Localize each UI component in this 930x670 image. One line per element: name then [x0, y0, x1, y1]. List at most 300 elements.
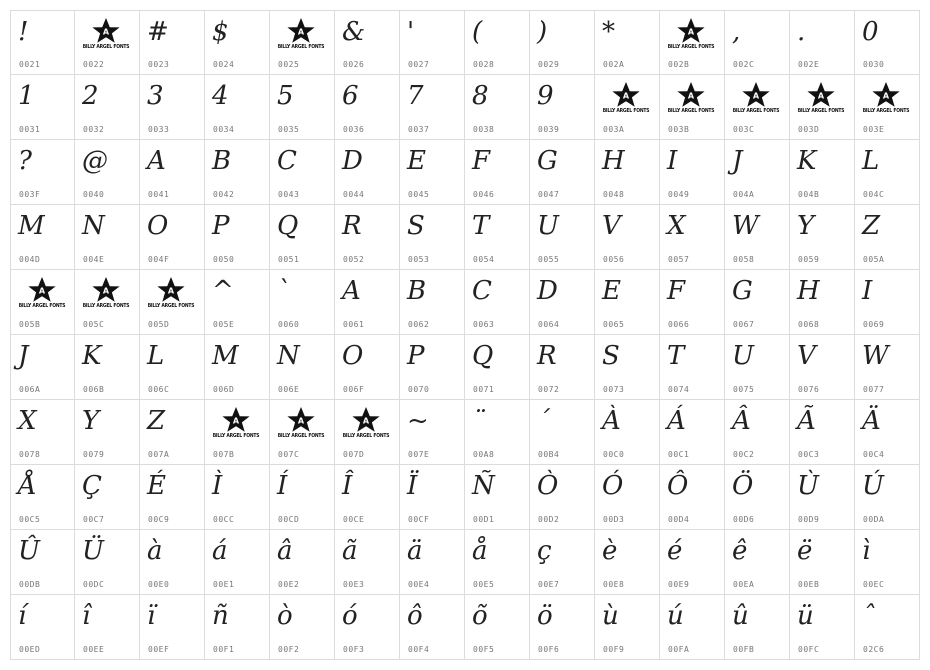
glyph-cell[interactable]: [465, 140, 530, 205]
glyph-cell[interactable]: [855, 530, 920, 595]
glyph-code: 0062: [408, 320, 430, 329]
glyph-cell[interactable]: [790, 530, 855, 595]
glyph-cell[interactable]: [725, 530, 790, 595]
glyph-sample: ê: [732, 536, 748, 566]
glyph-cell[interactable]: [660, 335, 725, 400]
logo-text: BILLY ARGEL FONTS: [277, 44, 325, 50]
glyph-cell[interactable]: [595, 595, 660, 660]
glyph-cell[interactable]: [335, 595, 400, 660]
glyph-sample: !: [18, 17, 29, 47]
glyph-code: 0027: [408, 60, 430, 69]
glyph-cell[interactable]: [205, 465, 270, 530]
glyph-code: 0053: [408, 255, 430, 264]
glyph-cell[interactable]: [725, 75, 790, 140]
glyph-code: 00F3: [343, 645, 365, 654]
glyph-cell[interactable]: [10, 140, 75, 205]
glyph-cell[interactable]: [790, 140, 855, 205]
logo-text: BILLY ARGEL FONTS: [212, 433, 260, 439]
glyph-sample: ): [537, 17, 548, 47]
glyph-code: 0031: [19, 125, 41, 134]
glyph-sample: @: [82, 146, 108, 176]
billy-argel-logo-icon: [81, 17, 131, 53]
glyph-sample: ?: [18, 146, 32, 176]
glyph-sample: V: [797, 341, 816, 371]
glyph-code: 0072: [538, 385, 560, 394]
glyph-cell[interactable]: [855, 335, 920, 400]
glyph-cell[interactable]: [75, 465, 140, 530]
glyph-cell[interactable]: [725, 595, 790, 660]
glyph-sample: O: [147, 211, 169, 241]
glyph-cell[interactable]: [140, 10, 205, 75]
glyph-code: 004F: [148, 255, 170, 264]
glyph-cell[interactable]: [725, 270, 790, 335]
glyph-cell[interactable]: [140, 400, 205, 465]
logo-text: BILLY ARGEL FONTS: [82, 303, 130, 309]
glyph-sample: P: [212, 211, 230, 241]
glyph-code: 0034: [213, 125, 235, 134]
glyph-code: 0038: [473, 125, 495, 134]
glyph-cell[interactable]: [75, 205, 140, 270]
glyph-cell[interactable]: [400, 205, 465, 270]
glyph-cell[interactable]: [400, 270, 465, 335]
glyph-sample: ã: [342, 536, 358, 566]
glyph-code: 005C: [83, 320, 105, 329]
billy-argel-logo-icon: [341, 406, 391, 442]
glyph-sample: A: [147, 146, 166, 176]
glyph-sample: Á: [667, 406, 686, 436]
glyph-sample: Z: [862, 211, 881, 241]
glyph-cell[interactable]: [530, 465, 595, 530]
glyph-cell[interactable]: [465, 75, 530, 140]
glyph-cell[interactable]: [790, 10, 855, 75]
glyph-code: 00EB: [798, 580, 820, 589]
glyph-code: 006A: [19, 385, 41, 394]
glyph-code: 0025: [278, 60, 300, 69]
glyph-cell[interactable]: [855, 270, 920, 335]
glyph-sample: M: [212, 341, 239, 371]
glyph-cell[interactable]: [335, 10, 400, 75]
glyph-grid: [10, 10, 920, 660]
glyph-cell[interactable]: [465, 530, 530, 595]
glyph-code: 005D: [148, 320, 170, 329]
glyph-code: 0064: [538, 320, 560, 329]
glyph-sample: Ó: [602, 471, 624, 501]
glyph-code: 00F6: [538, 645, 560, 654]
glyph-sample: Ô: [667, 471, 689, 501]
glyph-cell[interactable]: [75, 595, 140, 660]
glyph-cell[interactable]: [660, 205, 725, 270]
glyph-code: 0037: [408, 125, 430, 134]
glyph-sample: á: [212, 536, 228, 566]
glyph-cell[interactable]: [140, 270, 205, 335]
glyph-sample: W: [732, 211, 759, 241]
glyph-cell[interactable]: [660, 270, 725, 335]
glyph-cell[interactable]: [855, 400, 920, 465]
glyph-sample: H: [602, 146, 625, 176]
glyph-cell[interactable]: [660, 10, 725, 75]
glyph-cell[interactable]: [270, 465, 335, 530]
glyph-code: 0021: [19, 60, 41, 69]
glyph-code: 00EC: [863, 580, 885, 589]
glyph-sample: S: [407, 211, 425, 241]
svg-text:A: A: [752, 91, 760, 101]
glyph-cell[interactable]: [270, 530, 335, 595]
billy-argel-logo-icon: [731, 81, 781, 117]
glyph-sample: R: [342, 211, 362, 241]
glyph-cell[interactable]: [465, 10, 530, 75]
glyph-cell[interactable]: [335, 335, 400, 400]
glyph-cell[interactable]: [75, 270, 140, 335]
glyph-code: 00E3: [343, 580, 365, 589]
glyph-cell[interactable]: [725, 205, 790, 270]
glyph-sample: 1: [18, 81, 35, 111]
glyph-cell[interactable]: [855, 75, 920, 140]
glyph-code: 0042: [213, 190, 235, 199]
glyph-code: 004C: [863, 190, 885, 199]
glyph-cell[interactable]: [465, 400, 530, 465]
glyph-code: 00C4: [863, 450, 885, 459]
glyph-code: 0044: [343, 190, 365, 199]
glyph-code: 0032: [83, 125, 105, 134]
glyph-sample: K: [797, 146, 817, 176]
glyph-cell[interactable]: [400, 10, 465, 75]
glyph-cell[interactable]: [465, 205, 530, 270]
glyph-sample: Z: [147, 406, 166, 436]
glyph-cell[interactable]: [10, 205, 75, 270]
glyph-cell[interactable]: [465, 270, 530, 335]
glyph-cell[interactable]: [725, 10, 790, 75]
glyph-cell[interactable]: [465, 595, 530, 660]
billy-argel-logo-icon: [17, 276, 67, 312]
glyph-cell[interactable]: [790, 595, 855, 660]
glyph-code: 00C1: [668, 450, 690, 459]
glyph-cell[interactable]: [725, 140, 790, 205]
glyph-sample: Î: [342, 471, 353, 501]
glyph-sample: O: [342, 341, 364, 371]
glyph-code: 003B: [668, 125, 690, 134]
glyph-cell[interactable]: [400, 75, 465, 140]
glyph-cell[interactable]: [75, 400, 140, 465]
glyph-cell[interactable]: [530, 400, 595, 465]
glyph-code: 0060: [278, 320, 300, 329]
glyph-cell[interactable]: [855, 10, 920, 75]
glyph-cell[interactable]: [140, 335, 205, 400]
glyph-sample: ö: [537, 601, 553, 631]
glyph-cell[interactable]: [855, 465, 920, 530]
billy-argel-logo-icon: [601, 81, 651, 117]
glyph-cell[interactable]: [790, 205, 855, 270]
glyph-cell[interactable]: [400, 595, 465, 660]
glyph-code: 0058: [733, 255, 755, 264]
glyph-cell[interactable]: [75, 140, 140, 205]
glyph-cell[interactable]: [10, 530, 75, 595]
glyph-cell[interactable]: [400, 465, 465, 530]
svg-text:A: A: [622, 91, 630, 101]
glyph-cell[interactable]: [10, 270, 75, 335]
glyph-sample: F: [472, 146, 491, 176]
glyph-code: 0046: [473, 190, 495, 199]
svg-text:A: A: [38, 286, 46, 296]
glyph-cell[interactable]: [400, 400, 465, 465]
glyph-cell[interactable]: [400, 140, 465, 205]
glyph-sample: É: [147, 471, 166, 501]
glyph-cell[interactable]: [530, 140, 595, 205]
glyph-cell[interactable]: [205, 530, 270, 595]
glyph-sample: ç: [537, 536, 552, 566]
glyph-code: 002B: [668, 60, 690, 69]
glyph-cell[interactable]: [530, 530, 595, 595]
glyph-cell[interactable]: [140, 530, 205, 595]
glyph-cell[interactable]: [140, 140, 205, 205]
glyph-cell[interactable]: [270, 75, 335, 140]
glyph-code: 006B: [83, 385, 105, 394]
glyph-code: 00E1: [213, 580, 235, 589]
glyph-sample: 4: [212, 81, 229, 111]
glyph-sample: À: [602, 406, 621, 436]
glyph-cell[interactable]: [335, 140, 400, 205]
glyph-sample: Ç: [82, 471, 102, 501]
glyph-code: 0066: [668, 320, 690, 329]
glyph-code: 00D9: [798, 515, 820, 524]
billy-argel-logo-icon: [666, 81, 716, 117]
glyph-sample: 2: [82, 81, 99, 111]
glyph-sample: 9: [537, 81, 554, 111]
glyph-cell[interactable]: [660, 140, 725, 205]
glyph-code: 00EA: [733, 580, 755, 589]
glyph-cell[interactable]: [530, 595, 595, 660]
glyph-cell[interactable]: [725, 465, 790, 530]
glyph-sample: E: [407, 146, 426, 176]
glyph-cell[interactable]: [595, 335, 660, 400]
glyph-sample: D: [537, 276, 558, 306]
glyph-cell[interactable]: [10, 335, 75, 400]
glyph-cell[interactable]: [465, 465, 530, 530]
glyph-code: 0070: [408, 385, 430, 394]
glyph-sample: .: [797, 17, 806, 47]
glyph-sample: R: [537, 341, 557, 371]
glyph-sample: S: [602, 341, 620, 371]
glyph-sample: N: [277, 341, 300, 371]
glyph-code: 00ED: [19, 645, 41, 654]
svg-text:A: A: [687, 91, 695, 101]
glyph-cell[interactable]: [270, 10, 335, 75]
billy-argel-logo-icon: [276, 17, 326, 53]
glyph-cell[interactable]: [75, 10, 140, 75]
glyph-cell[interactable]: [400, 335, 465, 400]
glyph-cell[interactable]: [270, 140, 335, 205]
glyph-cell[interactable]: [270, 205, 335, 270]
glyph-sample: è: [602, 536, 618, 566]
glyph-cell[interactable]: [335, 530, 400, 595]
glyph-sample: õ: [472, 601, 488, 631]
glyph-code: 005B: [19, 320, 41, 329]
glyph-code: 0077: [863, 385, 885, 394]
glyph-code: 0024: [213, 60, 235, 69]
glyph-cell[interactable]: [530, 205, 595, 270]
glyph-cell[interactable]: [10, 10, 75, 75]
glyph-cell[interactable]: [75, 530, 140, 595]
glyph-cell[interactable]: [595, 270, 660, 335]
glyph-cell[interactable]: [660, 400, 725, 465]
glyph-cell[interactable]: [335, 75, 400, 140]
glyph-sample: P: [407, 341, 425, 371]
glyph-cell[interactable]: [790, 75, 855, 140]
glyph-cell[interactable]: [140, 595, 205, 660]
glyph-cell[interactable]: [75, 75, 140, 140]
glyph-code: 00D3: [603, 515, 625, 524]
glyph-cell[interactable]: [205, 140, 270, 205]
glyph-cell[interactable]: [595, 10, 660, 75]
glyph-sample: Ï: [407, 471, 418, 501]
glyph-sample: U: [732, 341, 754, 371]
glyph-cell[interactable]: [855, 140, 920, 205]
glyph-sample: ,: [732, 17, 741, 47]
glyph-cell[interactable]: [660, 75, 725, 140]
glyph-sample: &: [342, 17, 366, 47]
billy-argel-logo-icon: [276, 406, 326, 442]
glyph-cell[interactable]: [10, 595, 75, 660]
glyph-cell[interactable]: [530, 75, 595, 140]
glyph-sample: ´: [537, 406, 550, 436]
glyph-sample: Ä: [862, 406, 881, 436]
glyph-sample: ò: [277, 601, 293, 631]
glyph-cell[interactable]: [660, 465, 725, 530]
glyph-sample: à: [147, 536, 163, 566]
glyph-code: 00E7: [538, 580, 560, 589]
glyph-cell[interactable]: [595, 140, 660, 205]
glyph-cell[interactable]: [140, 205, 205, 270]
glyph-code: 006D: [213, 385, 235, 394]
glyph-cell[interactable]: [335, 400, 400, 465]
glyph-code: 0050: [213, 255, 235, 264]
glyph-cell[interactable]: [140, 75, 205, 140]
glyph-sample: Q: [277, 211, 299, 241]
glyph-code: 00F4: [408, 645, 430, 654]
glyph-cell[interactable]: [75, 335, 140, 400]
glyph-cell[interactable]: [595, 530, 660, 595]
glyph-cell[interactable]: [790, 465, 855, 530]
glyph-sample: 3: [147, 81, 164, 111]
glyph-cell[interactable]: [595, 205, 660, 270]
glyph-cell[interactable]: [530, 335, 595, 400]
glyph-sample: B: [407, 276, 427, 306]
glyph-sample: ': [407, 17, 415, 47]
glyph-cell[interactable]: [270, 270, 335, 335]
glyph-code: 0028: [473, 60, 495, 69]
glyph-code: 0075: [733, 385, 755, 394]
glyph-cell[interactable]: [595, 465, 660, 530]
glyph-cell[interactable]: [335, 205, 400, 270]
glyph-cell[interactable]: [725, 335, 790, 400]
glyph-cell[interactable]: [335, 465, 400, 530]
glyph-sample: ^: [212, 276, 234, 306]
glyph-code: 0035: [278, 125, 300, 134]
glyph-cell[interactable]: [660, 530, 725, 595]
glyph-code: 0023: [148, 60, 170, 69]
glyph-sample: Y: [82, 406, 100, 436]
glyph-sample: X: [18, 406, 37, 436]
logo-text: BILLY ARGEL FONTS: [602, 108, 650, 114]
glyph-code: 002C: [733, 60, 755, 69]
svg-text:A: A: [362, 416, 370, 426]
glyph-code: 00C0: [603, 450, 625, 459]
glyph-code: 00C7: [83, 515, 105, 524]
glyph-cell[interactable]: [335, 270, 400, 335]
glyph-code: 003F: [19, 190, 41, 199]
glyph-code: 005E: [213, 320, 235, 329]
glyph-code: 0065: [603, 320, 625, 329]
glyph-code: 00FC: [798, 645, 820, 654]
glyph-code: 007A: [148, 450, 170, 459]
glyph-code: 006F: [343, 385, 365, 394]
glyph-cell[interactable]: [595, 400, 660, 465]
glyph-sample: û: [732, 601, 749, 631]
glyph-cell[interactable]: [270, 400, 335, 465]
glyph-sample: X: [667, 211, 686, 241]
glyph-cell[interactable]: [205, 400, 270, 465]
glyph-sample: Í: [277, 471, 288, 501]
glyph-code: 0054: [473, 255, 495, 264]
glyph-cell[interactable]: [270, 595, 335, 660]
glyph-sample: 7: [407, 81, 424, 111]
billy-argel-logo-icon: [81, 276, 131, 312]
glyph-cell[interactable]: [205, 205, 270, 270]
glyph-cell[interactable]: [465, 335, 530, 400]
glyph-cell[interactable]: [10, 465, 75, 530]
glyph-cell[interactable]: [660, 595, 725, 660]
glyph-cell[interactable]: [205, 595, 270, 660]
glyph-cell[interactable]: [530, 10, 595, 75]
glyph-cell[interactable]: [205, 270, 270, 335]
glyph-cell[interactable]: [205, 10, 270, 75]
glyph-sample: T: [667, 341, 685, 371]
glyph-code: 0039: [538, 125, 560, 134]
glyph-cell[interactable]: [855, 205, 920, 270]
glyph-sample: E: [602, 276, 621, 306]
glyph-cell[interactable]: [725, 400, 790, 465]
glyph-cell[interactable]: [270, 335, 335, 400]
glyph-cell[interactable]: [855, 595, 920, 660]
logo-text: BILLY ARGEL FONTS: [147, 303, 195, 309]
glyph-code: 003E: [863, 125, 885, 134]
glyph-code: 004A: [733, 190, 755, 199]
glyph-cell[interactable]: [790, 270, 855, 335]
glyph-code: 0041: [148, 190, 170, 199]
glyph-cell[interactable]: [10, 400, 75, 465]
glyph-sample: F: [667, 276, 686, 306]
glyph-cell[interactable]: [790, 335, 855, 400]
glyph-code: 002A: [603, 60, 625, 69]
glyph-cell[interactable]: [205, 335, 270, 400]
glyph-sample: A: [342, 276, 361, 306]
glyph-cell[interactable]: [530, 270, 595, 335]
glyph-cell[interactable]: [790, 400, 855, 465]
glyph-code: 00E8: [603, 580, 625, 589]
glyph-sample: 6: [342, 81, 359, 111]
glyph-cell[interactable]: [205, 75, 270, 140]
glyph-cell[interactable]: [140, 465, 205, 530]
logo-text: BILLY ARGEL FONTS: [732, 108, 780, 114]
glyph-sample: M: [18, 211, 45, 241]
glyph-cell[interactable]: [400, 530, 465, 595]
glyph-cell[interactable]: [10, 75, 75, 140]
glyph-code: 0069: [863, 320, 885, 329]
glyph-code: 0057: [668, 255, 690, 264]
billy-argel-logo-icon: [666, 17, 716, 53]
glyph-code: 006E: [278, 385, 300, 394]
glyph-sample: `: [277, 276, 290, 306]
glyph-cell[interactable]: [595, 75, 660, 140]
